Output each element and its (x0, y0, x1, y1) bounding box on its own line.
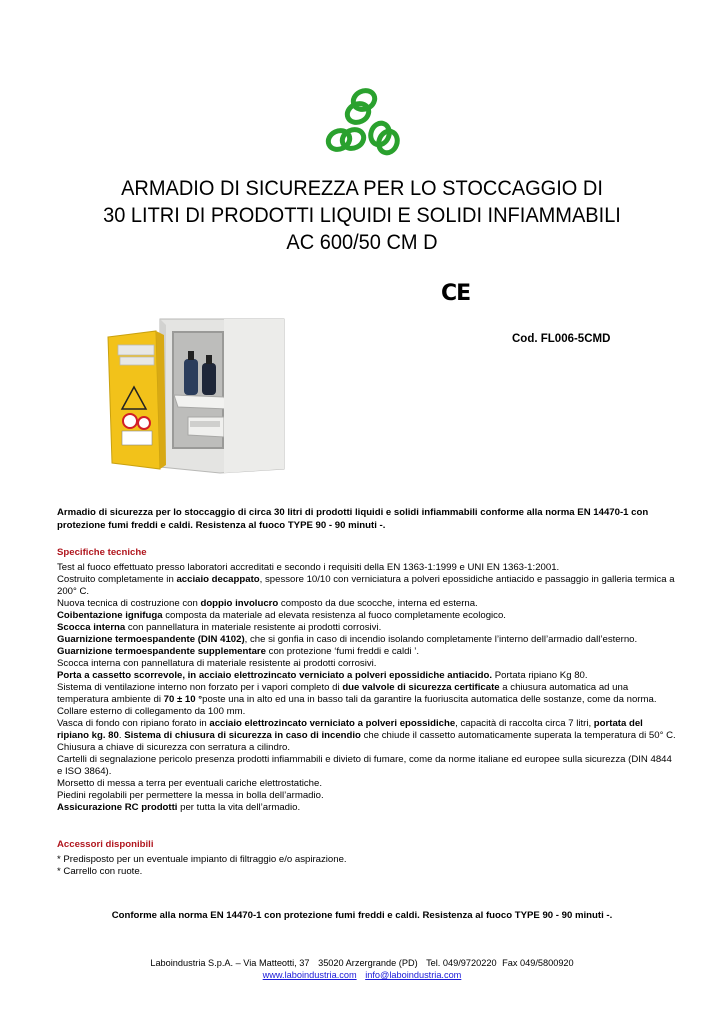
footer-contact-line (0, 958, 724, 968)
spec-line: Test al fuoco effettuato presso laboratori accreditati e secondo i requisiti della EN 1363-1:1999 e UNI EN 1363-1:2001. (57, 562, 560, 573)
website-link[interactable]: www.laboindustria.com (262, 970, 357, 980)
specs-list (57, 562, 677, 814)
ce-mark-icon: CE (441, 281, 471, 306)
accessories-heading: Accessori disponibili (57, 839, 154, 850)
green-rings-logo-icon (324, 86, 404, 158)
spec-line: Scocca interna con pannellatura in materiale resistente ai prodotti corrosivi. (57, 622, 382, 633)
safety-cabinet-image (104, 317, 290, 479)
spec-line: Nuova tecnica di costruzione con doppio involucro composto da due scocche, interna ed esterna. (57, 598, 478, 609)
spec-line: Piedini regolabili per permettere la messa in bolla dell’armadio. (57, 790, 324, 801)
spec-line: Morsetto di messa a terra per eventuali cariche elettrostatiche. (57, 778, 323, 789)
spec-line: Costruito completamente in acciaio decappato, spessore 10/10 con verniciatura a polveri epossidiche antiacido e passaggio in galleria termica a 200° C. (57, 574, 675, 597)
specs-heading: Specifiche tecniche (57, 547, 147, 558)
spec-line: Guarnizione termoespandente supplementare con protezione ‘fumi freddi e caldi ’. (57, 646, 420, 657)
spec-line: Cartelli di segnalazione pericolo presenza prodotti infiammabili e divieto di fumare, come da norme italiane ed europee sulla sicurezza (DIN 4844 e ISO 3864). (57, 754, 672, 777)
product-code: Cod. FL006-5CMD (512, 333, 611, 345)
footer-phone: Tel. 049/9720220 (426, 958, 497, 968)
spec-line: Assicurazione RC prodotti per tutta la vita dell’armadio. (57, 802, 301, 813)
accessory-item: * Predisposto per un eventuale impianto di filtraggio e/o aspirazione. (57, 854, 347, 865)
spec-line: Porta a cassetto scorrevole, in acciaio elettrozincato verniciato a polveri epossidiche antiacido. Portata ripiano Kg 80. (57, 670, 588, 681)
footer-fax: Fax 049/5800920 (502, 958, 574, 968)
footer-address: 35020 Arzergrande (PD) (318, 958, 418, 968)
spec-line: Scocca interna con pannellatura di materiale resistente ai prodotti corrosivi. (57, 658, 377, 669)
email-link[interactable]: info@laboindustria.com (365, 970, 462, 980)
spec-line: Sistema di ventilazione interno non forzato per i vapori completo di due valvole di sicurezza certificate a chiusura automatica ad una temperatura ambiente di 70 ± 10 °poste una in alto ed una in basso tali da garantire la fuoriuscita automatica delle sostanze, come da norma. Collare esterno di collegamento da 100 mm. (57, 682, 657, 717)
accessory-item: * Carrello con ruote. (57, 866, 143, 877)
document-title-line-3: AC 600/50 CM D (286, 230, 438, 254)
spec-line: Vasca di fondo con ripiano forato in acciaio elettrozincato verniciato a polveri epossidiche, capacità di raccolta circa 7 litri, portata del ripiano kg. 80. Sistema di chiusura di sicurezza in caso di incendio che chiude il cassetto automaticamente superata la temperatura di 50° C. (57, 718, 676, 741)
document-title-line-1: ARMADIO DI SICUREZZA PER LO STOCCAGGIO DI (121, 176, 603, 200)
footer-company: Laboindustria S.p.A. – Via Matteotti, 37 (150, 958, 310, 968)
document-title-line-2: 30 LITRI DI PRODOTTI LIQUIDI E SOLIDI INFIAMMABILI (103, 203, 621, 227)
spec-line: Coibentazione ignifuga composta da materiale ad elevata resistenza al fuoco completamente ecologico. (57, 610, 506, 621)
conformity-statement: Conforme alla norma EN 14470-1 con protezione fumi freddi e caldi. Resistenza al fuoco TYPE 90 - 90 minuti -. (111, 910, 613, 921)
accessories-list (57, 854, 677, 878)
product-description: Armadio di sicurezza per lo stoccaggio di circa 30 litri di prodotti liquidi e solidi infiammabili conforme alla norma EN 14470-1 con protezione fumi freddi e caldi. Resistenza al fuoco TYPE 90 - 90 minuti -. (57, 507, 649, 531)
footer-links (0, 970, 724, 980)
spec-line: Chiusura a chiave di sicurezza con serratura a cilindro. (57, 742, 291, 753)
spec-line: Guarnizione termoespandente (DIN 4102), che si gonfia in caso di incendio isolando completamente l’interno dell’armadio dall’esterno. (57, 634, 638, 645)
